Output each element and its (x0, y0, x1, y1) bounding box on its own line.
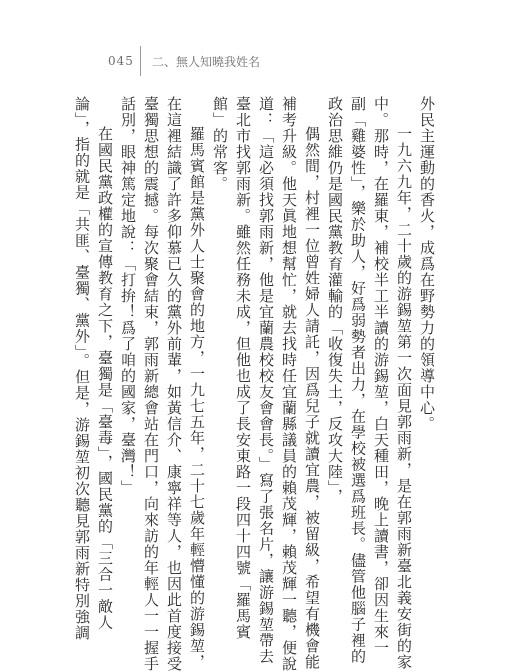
text-column: 話別，眼神篤定地說：「打拚！爲了咱的國家，臺灣！」 (119, 96, 137, 496)
text-column: 外民主運動的香火，成爲在野勢力的領導中心。 (418, 96, 436, 432)
text-column: 道：「這必須找郭雨新，他是宜蘭農校校友會會長。」寫了張名片，讓游錫堃帶去 (257, 96, 275, 665)
text-column: 館」的常客。 (211, 96, 229, 192)
text-column: 羅馬賓館是黨外人士聚會的地方，一九七五年，二十七歲年輕懵懂的游錫堃， (188, 126, 206, 670)
text-column: 補考升級。他天眞地想幫忙，就去找時任宜蘭縣議員的賴茂輝，賴茂輝一聽，便說 (280, 96, 298, 672)
chapter-title: 二、無人知曉我姓名 (152, 55, 261, 69)
text-column: 論」，指的就是「共匪、臺獨、黨外」。但是，游錫堃初次聽見郭雨新特別強調 (73, 96, 91, 641)
text-column: 偶然間，村裡一位曾姓婦人請託，因爲兒子就讀宜農，被留級，希望有機會能 (303, 126, 321, 670)
text-column: 臺獨思想的震撼。每次聚會結束，郭雨新總會站在門口，向來訪的年輕人一一握手 (142, 96, 160, 672)
body-text (73, 96, 438, 672)
text-column: 副「雞婆性」，樂於助人，好爲弱勢者出力，在學校被選爲班長。儘管他腦子裡的 (349, 96, 367, 665)
text-column: 在國民黨政權的宣傳教育之下，臺獨是「臺毒」，國民黨的「三合一敵人 (96, 126, 114, 631)
text-column: 中。那時，在羅東，補校半工半讀的游錫堃，白天種田，晚上讀書，卻因生來一 (372, 96, 390, 656)
header-divider (140, 46, 141, 76)
text-column: 一九六九年，二十歲的游錫堃第一次面見郭雨新，是在郭雨新臺北義安街的家 (395, 126, 413, 670)
text-column: 臺北市找郭雨新。雖然任務未成，但他也成了長安東路一段四十四號「羅馬賓 (234, 96, 252, 640)
text-column: 在這裡結識了許多仰慕已久的黨外前輩，如黃信介、康寧祥等人，也因此首度接受 (165, 96, 183, 672)
text-column: 政治思維仍是國民黨教育灌輸的「收復失土，反攻大陸」， (326, 96, 344, 505)
page-number: 045 (108, 54, 134, 68)
